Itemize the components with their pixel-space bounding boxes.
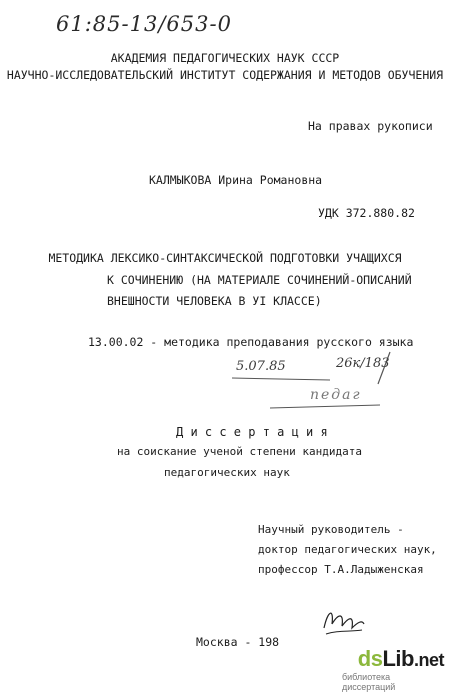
dslib-watermark: [342, 646, 446, 692]
title-line-3: ВНЕШНОСТИ ЧЕЛОВЕКА В УI КЛАССЕ): [107, 294, 322, 308]
dslib-logo-ds: ds: [357, 646, 383, 671]
signature: [318, 604, 368, 638]
stamp-date: 5.07.85: [236, 359, 286, 374]
academy-name: АКАДЕМИЯ ПЕДАГОГИЧЕСКИХ НАУК СССР: [110, 51, 340, 65]
supervisor-degree: доктор педагогических наук,: [258, 543, 437, 556]
author-name: КАЛМЫКОВА Ирина Романовна: [149, 173, 323, 187]
institute-name: НАУЧНО-ИССЛЕДОВАТЕЛЬСКИЙ ИНСТИТУТ СОДЕРЖАНИЯ И МЕТОДОВ ОБУЧЕНИЯ: [6, 68, 444, 82]
dslib-logo: [358, 646, 444, 672]
accession-number: 61:85-13/653-0: [56, 12, 232, 36]
supervisor-role: Научный руководитель -: [258, 523, 404, 536]
city-year: Москва - 198: [196, 635, 280, 649]
title-line-1: МЕТОДИКА ЛЕКСИКО-СИНТАКСИЧЕСКОЙ ПОДГОТОВКИ УЧАЩИХСЯ: [48, 251, 402, 265]
signature-scribble: [318, 604, 368, 638]
library-stamp: [230, 350, 415, 415]
dslib-logo-lib: Lib: [382, 646, 414, 671]
dissertation-label: Д и с с е р т а ц и я: [176, 425, 328, 439]
dslib-caption: библиотека диссертаций: [342, 672, 396, 692]
specialty-code: 13.00.02 - методика преподавания русского языка: [88, 335, 414, 349]
manuscript-rights: На правах рукописи: [308, 119, 433, 133]
stamp-word: педаг: [310, 387, 362, 403]
dslib-logo-net: .net: [413, 650, 444, 670]
degree-purpose-line-1: на соискание ученой степени кандидата: [117, 445, 363, 458]
udk-code: УДК 372.880.82: [318, 206, 415, 220]
title-line-2: К СОЧИНЕНИЮ (НА МАТЕРИАЛЕ СОЧИНЕНИЙ-ОПИСАНИЙ: [107, 273, 412, 287]
stamp-number: 26к/183: [336, 356, 390, 371]
degree-purpose-line-2: педагогических наук: [164, 466, 290, 479]
supervisor-name: профессор Т.А.Ладыженская: [258, 563, 424, 576]
